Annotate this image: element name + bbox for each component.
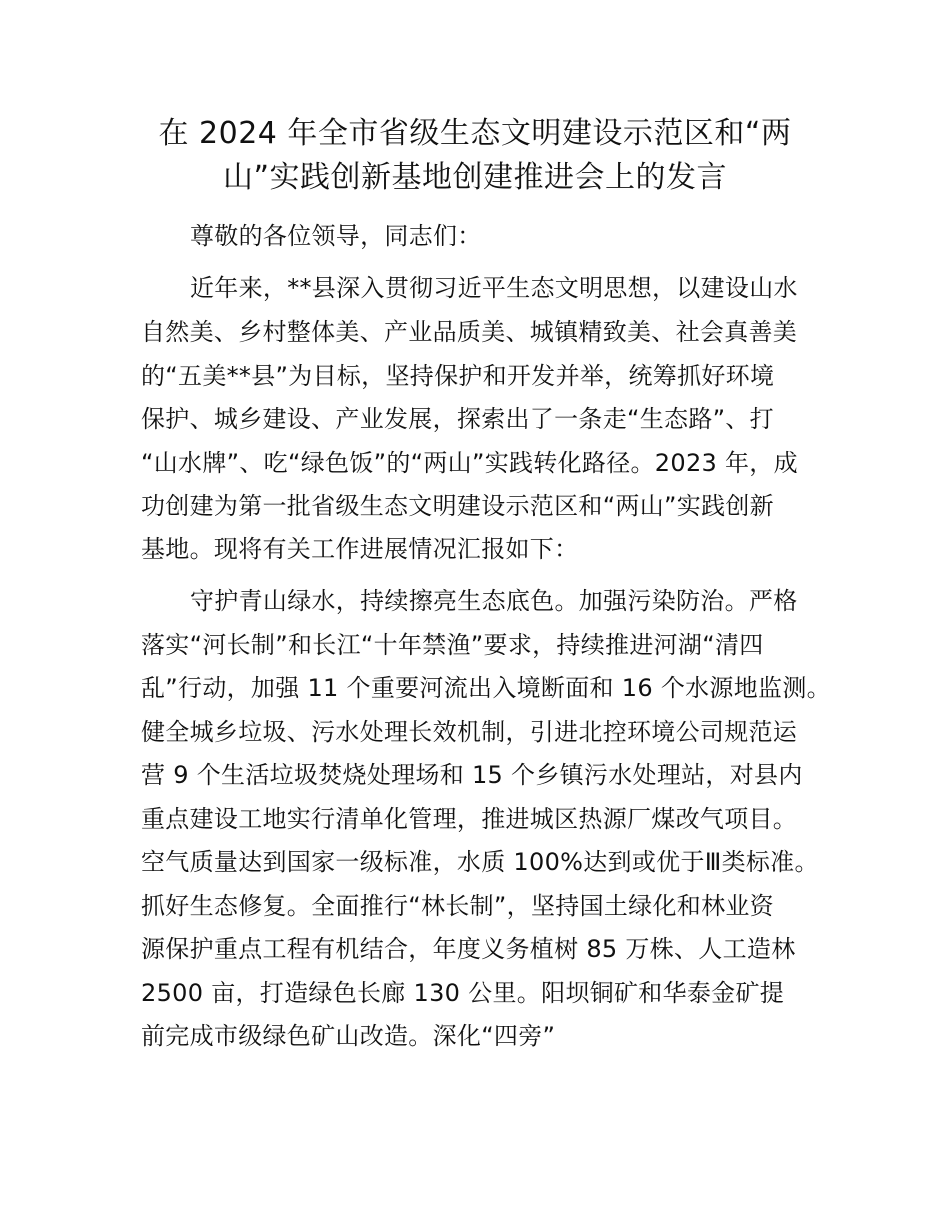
paragraph-1-line: 功创建为第一批省级生态文明建设示范区和“两山”实践创新: [141, 492, 774, 520]
paragraph-1-line: 基地。现将有关工作进展情况汇报如下：: [141, 535, 579, 563]
salutation: 尊敬的各位领导，同志们：: [190, 222, 482, 250]
paragraph-2-line: 落实“河长制”和长江“十年禁渔”要求，持续推进河湖“清四: [141, 631, 764, 659]
paragraph-2-line: 健全城乡垃圾、污水处理长效机制，引进北控环境公司规范运: [141, 718, 798, 746]
paragraph-1-line: 保护、城乡建设、产业发展，探索出了一条走“生态路”、打: [141, 405, 774, 433]
paragraph-2-line: 空气质量达到国家一级标准，水质 100%达到或优于Ⅲ类标准。: [141, 848, 819, 876]
paragraph-2-line: 乱”行动，加强 11 个重要河流出入境断面和 16 个水源地监测。: [141, 674, 831, 702]
document-title-line-1: 在 2024 年全市省级生态文明建设示范区和“两: [158, 116, 792, 151]
paragraph-2-line: 源保护重点工程有机结合，年度义务植树 85 万株、人工造林: [141, 935, 796, 963]
paragraph-2-line: 2500 亩，打造绿色长廊 130 公里。阳坝铜矿和华泰金矿提: [141, 979, 785, 1007]
paragraph-1-line: 自然美、乡村整体美、产业品质美、城镇精致美、社会真善美: [141, 318, 798, 346]
paragraph-1-line: 近年来，**县深入贯彻习近平生态文明思想，以建设山水: [190, 274, 798, 302]
paragraph-2-line: 守护青山绿水，持续擦亮生态底色。加强污染防治。严格: [190, 587, 798, 615]
paragraph-2-line: 重点建设工地实行清单化管理，推进城区热源厂煤改气项目。: [141, 805, 798, 833]
paragraph-1-line: “山水牌”、吃“绿色饭”的“两山”实践转化路径。2023 年，成: [141, 449, 798, 477]
paragraph-2-line: 营 9 个生活垃圾焚烧处理场和 15 个乡镇污水处理站，对县内: [141, 761, 803, 789]
paragraph-1-line: 的“五美**县”为目标，坚持保护和开发并举，统筹抓好环境: [141, 362, 775, 390]
paragraph-2-line: 前完成市级绿色矿山改造。深化“四旁”: [141, 1022, 556, 1050]
paragraph-2-line: 抓好生态修复。全面推行“林长制”，坚持国土绿化和林业资: [141, 892, 774, 920]
document-title-line-2: 山”实践创新基地创建推进会上的发言: [222, 160, 728, 195]
